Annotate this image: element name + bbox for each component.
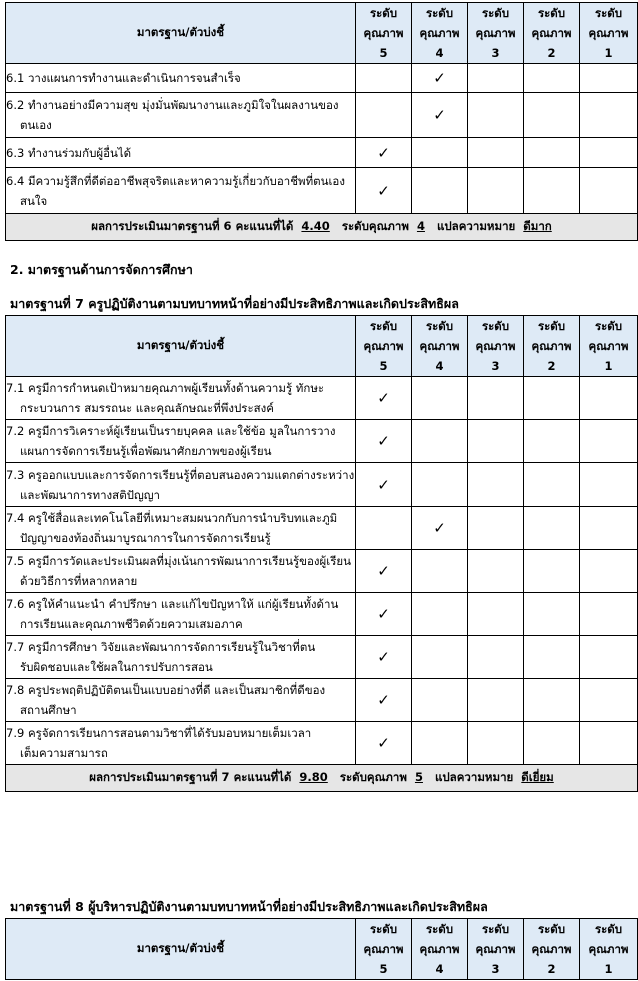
criterion-text (6, 64, 356, 93)
criterion-row (6, 420, 638, 463)
level-cell-2 (524, 64, 580, 93)
level-cell-1 (580, 138, 638, 168)
level-header-line: คุณภาพ (419, 26, 460, 40)
level-header-line: 2 (547, 962, 556, 976)
level-cell-1 (580, 168, 638, 214)
level-cell-3 (468, 679, 524, 722)
criterion-line-continued: แผนการจัดการเรียนรู้เพื่อพัฒนาศักยภาพของผู้เรียน (20, 444, 272, 458)
level-column-header-2 (524, 3, 580, 64)
level-cell-3 (468, 420, 524, 463)
criterion-line: 7.4 ครูใช้สื่อและเทคโนโลยีที่เหมาะสมผนวกกับการนำบริบทและภูมิ (6, 511, 338, 525)
level-cell-2 (524, 93, 580, 138)
level-cell-4 (412, 168, 468, 214)
check-mark-icon: ✓ (377, 432, 390, 450)
criterion-text (6, 168, 356, 214)
summary-meaning: ดีเยี่ยม (521, 770, 554, 784)
criterion-line: 6.4 มีความรู้สึกที่ดีต่ออาชีพสุจริตและหาความรู้เกี่ยวกับอาชีพที่ตนเอง (6, 173, 345, 188)
criterion-line-continued: เต็มความสามารถ (20, 746, 108, 760)
level-cell-5 (356, 420, 412, 463)
criterion-line: 6.3 ทำงานร่วมกับผู้อื่นได้ (6, 145, 132, 160)
level-header-line: 1 (604, 46, 613, 60)
criterion-line: 7.3 ครูออกแบบและการจัดการเรียนรู้ที่ตอบสนองความแตกต่างระหว่าง (6, 467, 355, 482)
level-header-line: ระดับ (537, 922, 566, 936)
criterion-line-continued: และพัฒนาการทางสติปัญญา (20, 487, 161, 502)
criterion-line-continued: ตนเอง (20, 118, 52, 132)
summary-score: 9.80 (299, 770, 328, 784)
criterion-row (6, 64, 638, 93)
level-cell-5 (356, 93, 412, 138)
level-column-header-3 (468, 3, 524, 64)
level-cell-2 (524, 636, 580, 679)
level-header-line: 1 (604, 359, 613, 373)
level-column-header-4 (412, 3, 468, 64)
criterion-text (6, 722, 356, 765)
level-header-line: ระดับ (594, 6, 623, 20)
criterion-line: 7.5 ครูมีการวัดและประเมินผลที่มุ่งเน้นการพัฒนาการเรียนรู้ของผู้เรียน (6, 554, 351, 568)
check-mark-icon: ✓ (377, 562, 390, 580)
level-header-line: คุณภาพ (475, 339, 516, 353)
level-cell-2 (524, 420, 580, 463)
criterion-line: 7.1 ครูมีการกำหนดเป้าหมายคุณภาพผู้เรียนทั้งด้านความรู้ ทักษะ (6, 381, 325, 395)
level-header-line: ระดับ (537, 319, 566, 333)
standard-8-title: มาตรฐานที่ 8 ผู้บริหารปฏิบัติงานตามบทบาทหน้าที่อย่างมีประสิทธิภาพและเกิดประสิทธิผล (10, 899, 488, 914)
level-column-header-5 (356, 919, 412, 980)
level-cell-5 (356, 507, 412, 550)
criterion-row (6, 138, 638, 168)
level-header-line: ระดับ (425, 319, 454, 333)
summary-meaning-label: แปลความหมาย (434, 770, 514, 784)
level-cell-1 (580, 636, 638, 679)
level-header-line: คุณภาพ (475, 942, 516, 956)
level-header-line: 2 (547, 46, 556, 60)
criterion-line-continued: ปัญญาของท้องถิ่นมาบูรณาการในการจัดการเรียนรู้ (20, 531, 271, 545)
level-header-line: ระดับ (481, 922, 510, 936)
criterion-line: 7.9 ครูจัดการเรียนการสอนตามวิชาที่ได้รับมอบหมายเต็มเวลา (6, 726, 312, 740)
criteria-column-header: มาตรฐาน/ตัวบ่งชี้ (6, 316, 356, 377)
summary-cell (6, 765, 638, 792)
summary-meaning-label: แปลความหมาย (436, 219, 516, 233)
summary-level-label: ระดับคุณภาพ (341, 219, 409, 233)
criterion-text (6, 138, 356, 168)
criterion-row (6, 593, 638, 636)
level-cell-4 (412, 138, 468, 168)
criteria-column-header: มาตรฐาน/ตัวบ่งชี้ (6, 919, 356, 980)
level-header-line: 5 (379, 46, 388, 60)
level-column-header-2 (524, 316, 580, 377)
level-cell-3 (468, 138, 524, 168)
check-mark-icon: ✓ (377, 648, 390, 666)
level-header-line: 2 (547, 359, 556, 373)
summary-score: 4.40 (301, 219, 330, 233)
level-column-header-1 (580, 3, 638, 64)
level-cell-5 (356, 550, 412, 593)
level-column-header-4 (412, 919, 468, 980)
level-cell-1 (580, 64, 638, 93)
level-cell-4 (412, 64, 468, 93)
level-cell-4 (412, 420, 468, 463)
level-column-header-4 (412, 316, 468, 377)
level-cell-2 (524, 138, 580, 168)
level-header-line: 4 (435, 46, 444, 60)
level-header-line: คุณภาพ (363, 942, 404, 956)
check-mark-icon: ✓ (433, 69, 446, 87)
level-cell-3 (468, 64, 524, 93)
criterion-line: 7.2 ครูมีการวิเคราะห์ผู้เรียนเป็นรายบุคคล และใช้ข้อ มูลในการวาง (6, 424, 336, 438)
level-cell-4 (412, 377, 468, 420)
criterion-text (6, 93, 356, 138)
criterion-text (6, 507, 356, 550)
level-cell-4 (412, 93, 468, 138)
table-header-row (6, 316, 638, 377)
criterion-line: 7.8 ครูประพฤติปฏิบัติตนเป็นแบบอย่างที่ดี และเป็นสมาชิกที่ดีของ (6, 683, 326, 697)
level-header-line: 1 (604, 962, 613, 976)
level-header-line: ระดับ (594, 319, 623, 333)
criterion-line: 6.2 ทำงานอย่างมีความสุข มุ่งมั่นพัฒนางานและภูมิใจในผลงานของ (6, 98, 339, 112)
level-cell-3 (468, 593, 524, 636)
criterion-row (6, 93, 638, 138)
level-header-line: คุณภาพ (363, 26, 404, 40)
summary-cell (6, 214, 638, 241)
level-header-line: คุณภาพ (531, 339, 572, 353)
level-cell-3 (468, 636, 524, 679)
level-cell-2 (524, 550, 580, 593)
level-cell-5 (356, 463, 412, 507)
level-header-line: 5 (379, 962, 388, 976)
level-cell-1 (580, 377, 638, 420)
check-mark-icon: ✓ (377, 475, 390, 494)
level-column-header-1 (580, 919, 638, 980)
criterion-line-continued: สถานศึกษา (20, 703, 77, 717)
level-cell-4 (412, 463, 468, 507)
standard-7-table (5, 315, 638, 792)
criterion-text (6, 679, 356, 722)
level-header-line: ระดับ (537, 6, 566, 20)
criterion-row (6, 168, 638, 214)
summary-level: 5 (414, 770, 423, 784)
criterion-line-continued: กระบวนการ สมรรถนะ และคุณลักษณะที่พึงประสงค์ (20, 401, 274, 415)
level-header-line: คุณภาพ (531, 26, 572, 40)
criterion-row (6, 722, 638, 765)
level-cell-4 (412, 679, 468, 722)
level-cell-5 (356, 593, 412, 636)
standard-6-table (5, 2, 638, 241)
level-header-line: 3 (491, 46, 500, 60)
level-header-line: คุณภาพ (588, 942, 629, 956)
criterion-line-continued: ด้วยวิธีการที่หลากหลาย (20, 574, 138, 588)
level-cell-4 (412, 636, 468, 679)
standard-7-title: มาตรฐานที่ 7 ครูปฏิบัติงานตามบทบาทหน้าที่อย่างมีประสิทธิภาพและเกิดประสิทธิผล (10, 296, 459, 311)
level-header-line: คุณภาพ (363, 339, 404, 353)
summary-meaning: ดีมาก (523, 219, 552, 233)
summary-label: ผลการประเมินมาตรฐานที่ 6 คะแนนที่ได้ (91, 219, 294, 233)
check-mark-icon: ✓ (377, 734, 390, 752)
criterion-text (6, 463, 356, 507)
level-cell-1 (580, 550, 638, 593)
summary-row (6, 214, 638, 241)
level-cell-1 (580, 93, 638, 138)
level-column-header-3 (468, 919, 524, 980)
criterion-line-continued: การเรียนและคุณภาพชีวิตด้วยความเสมอภาค (20, 617, 243, 631)
summary-level-label: ระดับคุณภาพ (339, 770, 407, 784)
level-header-line: คุณภาพ (588, 339, 629, 353)
level-cell-2 (524, 377, 580, 420)
criterion-line: 7.7 ครูมีการศึกษา วิจัยและพัฒนาการจัดการเรียนรู้ในวิชาที่ตน (6, 640, 316, 654)
level-column-header-3 (468, 316, 524, 377)
level-cell-2 (524, 168, 580, 214)
criterion-row (6, 679, 638, 722)
level-cell-4 (412, 722, 468, 765)
level-cell-4 (412, 593, 468, 636)
table-header-row (6, 3, 638, 64)
level-header-line: คุณภาพ (531, 942, 572, 956)
level-cell-4 (412, 507, 468, 550)
level-cell-3 (468, 168, 524, 214)
level-cell-2 (524, 507, 580, 550)
level-cell-1 (580, 722, 638, 765)
level-header-line: ระดับ (481, 319, 510, 333)
criterion-line-continued: รับผิดชอบและใช้ผลในการปรับการสอน (20, 660, 213, 674)
check-mark-icon: ✓ (377, 143, 390, 162)
criterion-text (6, 420, 356, 463)
level-cell-1 (580, 463, 638, 507)
level-cell-3 (468, 507, 524, 550)
level-cell-1 (580, 679, 638, 722)
criterion-line: 7.6 ครูให้คำแนะนำ คำปรึกษา และแก้ไขปัญหาให้ แก่ผู้เรียนทั้งด้าน (6, 597, 339, 611)
level-cell-3 (468, 377, 524, 420)
standard-8-table (5, 918, 638, 980)
level-cell-2 (524, 593, 580, 636)
criterion-row (6, 550, 638, 593)
level-cell-4 (412, 550, 468, 593)
criterion-line-continued: สนใจ (20, 193, 48, 208)
level-header-line: คุณภาพ (419, 339, 460, 353)
level-column-header-1 (580, 316, 638, 377)
level-cell-5 (356, 168, 412, 214)
level-cell-5 (356, 679, 412, 722)
level-header-line: ระดับ (481, 6, 510, 20)
criterion-row (6, 463, 638, 507)
criterion-text (6, 636, 356, 679)
level-header-line: 3 (491, 359, 500, 373)
level-header-line: ระดับ (369, 922, 398, 936)
criterion-line: 6.1 วางแผนการทำงานและดำเนินการจนสำเร็จ (6, 71, 241, 85)
level-header-line: 4 (435, 962, 444, 976)
check-mark-icon: ✓ (433, 519, 446, 537)
criteria-column-header: มาตรฐาน/ตัวบ่งชี้ (6, 3, 356, 64)
level-header-line: ระดับ (425, 922, 454, 936)
summary-level: 4 (416, 219, 425, 233)
level-column-header-5 (356, 316, 412, 377)
level-cell-2 (524, 722, 580, 765)
level-header-line: ระดับ (369, 6, 398, 20)
level-header-line: ระดับ (425, 6, 454, 20)
level-header-line: 3 (491, 962, 500, 976)
level-column-header-5 (356, 3, 412, 64)
level-header-line: 4 (435, 359, 444, 373)
level-header-line: ระดับ (594, 922, 623, 936)
level-cell-5 (356, 636, 412, 679)
level-cell-1 (580, 507, 638, 550)
criterion-text (6, 550, 356, 593)
summary-row (6, 765, 638, 792)
level-cell-2 (524, 463, 580, 507)
level-cell-5 (356, 722, 412, 765)
criterion-row (6, 636, 638, 679)
summary-label: ผลการประเมินมาตรฐานที่ 7 คะแนนที่ได้ (89, 770, 292, 784)
level-header-line: คุณภาพ (588, 26, 629, 40)
level-cell-1 (580, 420, 638, 463)
check-mark-icon: ✓ (377, 605, 390, 623)
level-column-header-2 (524, 919, 580, 980)
level-cell-3 (468, 722, 524, 765)
level-cell-5 (356, 377, 412, 420)
check-mark-icon: ✓ (377, 691, 390, 709)
level-cell-3 (468, 463, 524, 507)
level-header-line: คุณภาพ (475, 26, 516, 40)
level-header-line: ระดับ (369, 319, 398, 333)
criterion-row (6, 507, 638, 550)
section-2-title: 2. มาตรฐานด้านการจัดการศึกษา (10, 262, 193, 277)
level-cell-5 (356, 64, 412, 93)
level-cell-5 (356, 138, 412, 168)
criterion-text (6, 593, 356, 636)
level-cell-2 (524, 679, 580, 722)
criterion-row (6, 377, 638, 420)
criterion-text (6, 377, 356, 420)
level-cell-1 (580, 593, 638, 636)
check-mark-icon: ✓ (433, 106, 446, 124)
level-cell-3 (468, 550, 524, 593)
check-mark-icon: ✓ (377, 181, 390, 200)
table-header-row (6, 919, 638, 980)
level-header-line: 5 (379, 359, 388, 373)
level-cell-3 (468, 93, 524, 138)
level-header-line: คุณภาพ (419, 942, 460, 956)
check-mark-icon: ✓ (377, 389, 390, 407)
